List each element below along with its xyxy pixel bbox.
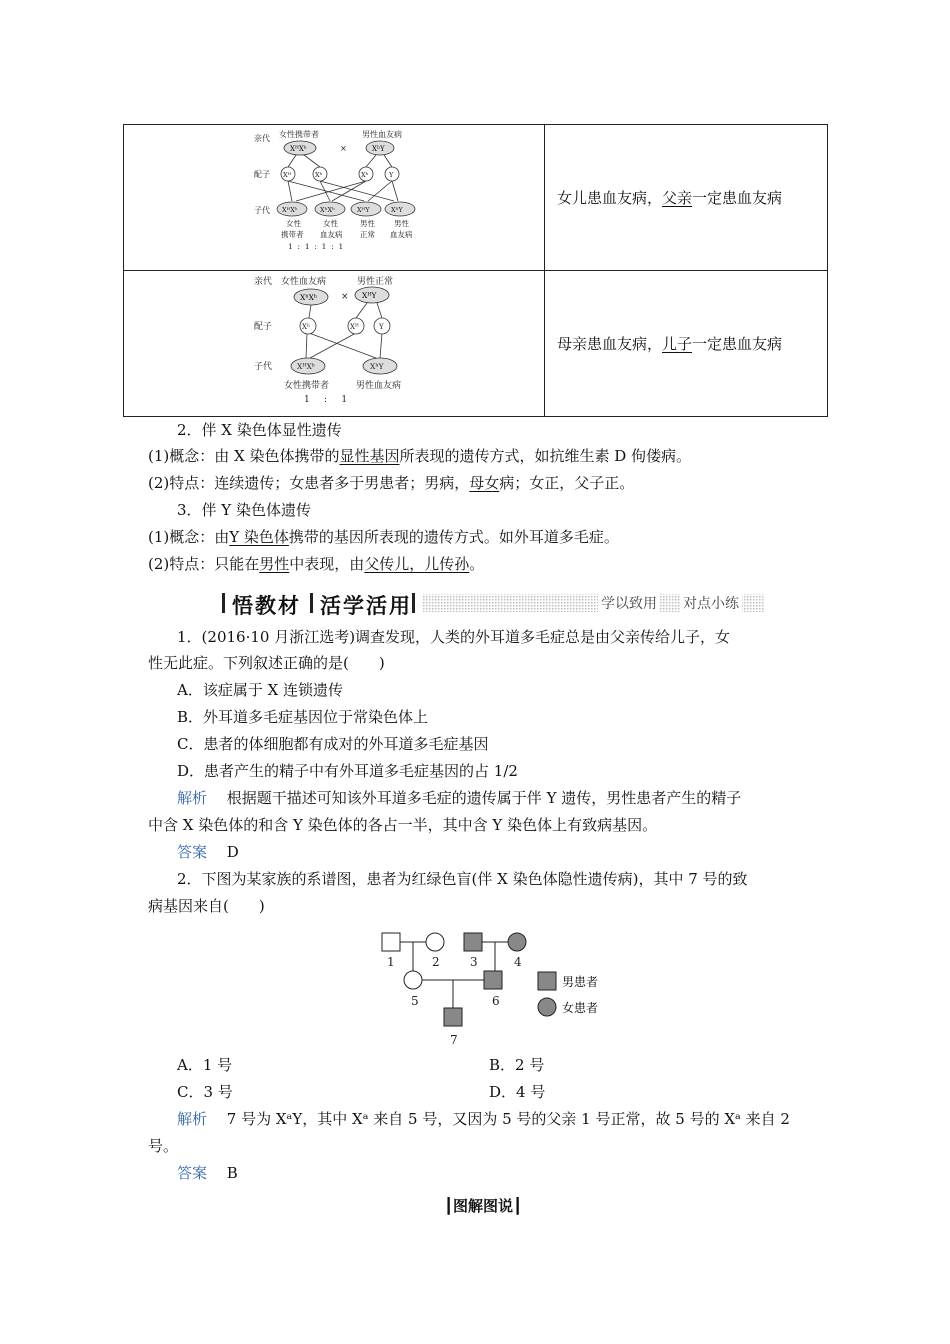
diagram-cell — [124, 125, 545, 271]
child-genotype: XʰY — [391, 206, 403, 214]
option: A．该症属于 X 连锁遗传 — [177, 681, 344, 699]
description-cell — [545, 271, 828, 417]
child-genotype: XᴴY — [357, 206, 370, 214]
label-child: 子代 — [254, 206, 270, 215]
legend-male: 男患者 — [562, 975, 599, 989]
paragraph: (1)概念：由Y 染色体携带的基因所表现的遗传方式。如外耳道多毛症。 — [148, 528, 619, 546]
banner-title: 活学活用 — [320, 594, 412, 618]
p2-genotype: XᴴY — [362, 291, 377, 300]
desc-underline: 父亲 — [662, 189, 693, 207]
diagram-cell — [124, 271, 545, 417]
cross-diagram-1 — [124, 127, 544, 267]
section-heading: 3．伴 Y 染色体遗传 — [177, 501, 311, 519]
gamete-label: Y — [389, 171, 394, 179]
male-affected — [444, 1008, 462, 1026]
label-parent: 亲代 — [254, 277, 273, 287]
desc-text: 母亲患血友病， — [557, 335, 663, 353]
question-stem: 病基因来自( ) — [148, 897, 265, 915]
male-normal — [382, 933, 400, 951]
gamete-label: Xʰ — [315, 171, 323, 179]
gamete-label: Y — [379, 323, 384, 331]
female-affected — [508, 933, 526, 951]
p1-title: 女性携带者 — [279, 130, 319, 139]
explanation: 号。 — [148, 1137, 179, 1155]
ratio: 1 : 1 : 1 : 1 — [288, 242, 344, 251]
male-affected — [484, 971, 502, 989]
paragraph: (2)特点：连续遗传；女患者多于男患者；男病，母女病；女正，父子正。 — [148, 474, 635, 492]
explanation: 中含 X 染色体的和含 Y 染色体的各占一半，其中含 Y 染色体上有致病基因。 — [148, 816, 658, 834]
individual-number: 2 — [432, 955, 440, 969]
genetics-table — [123, 124, 828, 417]
question-stem: 1．(2016·10 月浙江选考)调查发现，人类的外耳道多毛症总是由父亲传给儿子，女 — [177, 628, 731, 646]
child-genotype: XʰXʰ — [320, 206, 335, 214]
table-row — [124, 271, 828, 417]
section-title: ┃图解图说┃ — [444, 1197, 523, 1215]
legend-male-icon — [538, 972, 556, 990]
female-normal — [404, 971, 422, 989]
option: B．外耳道多毛症基因位于常染色体上 — [177, 708, 429, 726]
child-label: 女性 — [323, 219, 338, 228]
option: D．患者产生的精子中有外耳道多毛症基因的占 1/2 — [177, 762, 518, 780]
desc-text: 一定患血友病 — [692, 335, 783, 353]
gamete-label: Xʰ — [302, 323, 311, 331]
p1-title: 女性血友病 — [281, 277, 327, 287]
explanation-label: 解析 — [177, 789, 208, 807]
answer-label: 答案 — [177, 843, 208, 861]
p2-title: 男性血友病 — [362, 130, 402, 139]
gamete-label: Xᴴ — [283, 171, 292, 179]
option: B．2 号 — [489, 1056, 545, 1074]
child-genotype: XᴴXʰ — [297, 362, 316, 371]
explanation-label: 解析 — [177, 1110, 208, 1128]
child-label: 男性血友病 — [356, 381, 402, 391]
child-genotype: XʰY — [370, 362, 384, 371]
p2-genotype: XʰY — [372, 145, 385, 153]
option: C．3 号 — [177, 1083, 233, 1101]
individual-number: 6 — [492, 994, 500, 1008]
legend-female-icon — [538, 998, 556, 1016]
ratio: 1 : 1 — [304, 395, 348, 405]
answer: 答案 D — [177, 843, 239, 861]
individual-number: 7 — [450, 1033, 458, 1047]
question-stem: 2．下图为某家族的系谱图，患者为红绿色盲(伴 X 染色体隐性遗传病)，其中 7 号的致 — [177, 870, 748, 888]
gamete-label: Xʰ — [361, 171, 369, 179]
explanation: 解析 7 号为 XᵃY，其中 Xᵃ 来自 5 号，又因为 5 号的父亲 1 号正常，故 5 号的 Xᵃ 来自 2 — [177, 1110, 790, 1128]
child-label: 男性 — [394, 219, 409, 228]
desc-underline: 儿子 — [662, 335, 693, 353]
individual-number: 3 — [470, 955, 478, 969]
option: D．4 号 — [489, 1083, 546, 1101]
female-normal — [426, 933, 444, 951]
child-label: 携带者 — [281, 230, 304, 239]
section-banner — [222, 590, 764, 616]
description-cell — [545, 125, 828, 271]
paragraph: (1)概念：由 X 染色体携带的显性基因所表现的遗传方式，如抗维生素 D 佝偻病。 — [148, 447, 692, 465]
male-affected — [464, 933, 482, 951]
individual-number: 1 — [387, 955, 395, 969]
individual-number: 5 — [411, 994, 419, 1008]
answer: 答案 B — [177, 1164, 238, 1182]
answer-label: 答案 — [177, 1164, 208, 1182]
legend-female: 女患者 — [562, 1001, 599, 1015]
p2-title: 男性正常 — [357, 277, 394, 287]
banner-subtitle: 学以致用 — [598, 593, 660, 613]
gamete-label: Xᴴ — [350, 323, 359, 331]
label-child: 子代 — [254, 362, 273, 372]
individual-number: 4 — [514, 955, 522, 969]
option: C．患者的体细胞都有成对的外耳道多毛症基因 — [177, 735, 489, 753]
child-label: 女性 — [286, 219, 301, 228]
child-label: 血友病 — [390, 230, 413, 239]
child-label: 女性携带者 — [284, 381, 330, 391]
question-stem: 性无此症。下列叙述正确的是( ) — [148, 654, 385, 672]
pedigree-chart — [370, 928, 640, 1050]
paragraph: (2)特点：只能在男性中表现，由父传儿，儿传孙。 — [148, 555, 485, 573]
banner-subtitle: 对点小练 — [680, 593, 742, 613]
cross-symbol: × — [340, 144, 347, 153]
explanation: 解析 根据题干描述可知该外耳道多毛症的遗传属于伴 Y 遗传，男性患者产生的精子 — [177, 789, 742, 807]
p1-genotype: XʰXʰ — [300, 293, 318, 302]
option: A．1 号 — [177, 1056, 233, 1074]
child-label: 血友病 — [320, 230, 343, 239]
cross-symbol: × — [341, 292, 349, 302]
table-row — [124, 125, 828, 271]
p1-genotype: XᴴXʰ — [290, 145, 307, 153]
desc-text: 一定患血友病 — [692, 189, 783, 207]
banner-title: 悟教材 — [232, 594, 301, 618]
child-label: 男性 — [360, 219, 375, 228]
label-parent: 亲代 — [254, 134, 270, 143]
desc-text: 女儿患血友病， — [557, 189, 663, 207]
label-gamete: 配子 — [254, 322, 273, 332]
child-label: 正常 — [360, 230, 375, 239]
section-heading: 2．伴 X 染色体显性遗传 — [177, 421, 342, 439]
cross-diagram-2 — [124, 271, 544, 416]
child-genotype: XᴴXʰ — [282, 206, 298, 214]
label-gamete: 配子 — [254, 170, 270, 179]
